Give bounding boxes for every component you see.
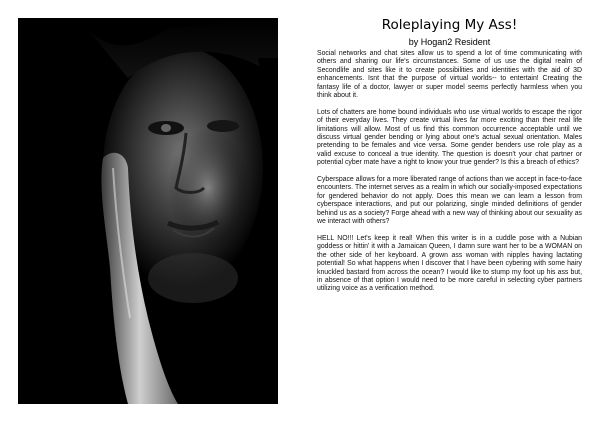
article-title: Roleplaying My Ass!	[381, 17, 518, 33]
article-paragraph: Cyberspace allows for a more liberated range of actions than we accept in face-to-face encounters. The internet serves as a realm in which our socially-imposed expectations for gendered behavior do not apply. Does this mean we can learn a lesson from cyberspace interactions, and put our polarizing, single minded definitions of gender behind us as a society? Forge ahead with a new way of thinking about our sexuality as we interact with others?	[317, 176, 582, 226]
article-paragraph: HELL NO!!! Let's keep it real! When this writer is in a cuddle pose with a Nubian goddess or hittin' it with a Jamaican Queen, I damn sure want her to be a WOMAN on the other side of her keyboard. A grown ass woman with nipples having lactating potential! So what happens when I discover that I have been cybering with some hairy knuckled bastard from across the ocean? I would like to stump my foot up his ass but, in absence of that option I would need to be more careful in selecting cyber partners utilizing voice as a verification method.	[317, 234, 582, 293]
article	[317, 16, 582, 294]
article-paragraph: Social networks and chat sites allow us to spend a lot of time communicating with others and sharing our life's circumstances. Some of us use the digital realm of Secondlife and sites like it to create possibilities and identities with the aid of 3D enhancements. Isnt that the purpose of virtual worlds-- to entertain! Creating the fantasy life of a doctor, lawyer or super model seems perfectly harmless when you think about it.	[317, 50, 582, 100]
article-byline: by Hogan2 Resident	[408, 37, 491, 47]
article-body	[317, 50, 582, 294]
article-paragraph: Lots of chatters are home bound individuals who use virtual worlds to escape the rigor of their everyday lives. They create virtual lives far more exciting than their real life limitations will allow. Most of us find this common occurrence acceptable until we discuss virtual gender bending or lying about one's actual sexual orientation. Males pretending to be females and vice versa. Some gender benders use role play as a valid excuse to conceal a true identity. The question is doesn't your chat partner or potential cyber mate have a right to know your true gender? Is this a breach of ethics?	[317, 108, 582, 167]
portrait-illustration	[18, 18, 278, 404]
portrait-photo	[18, 18, 278, 404]
